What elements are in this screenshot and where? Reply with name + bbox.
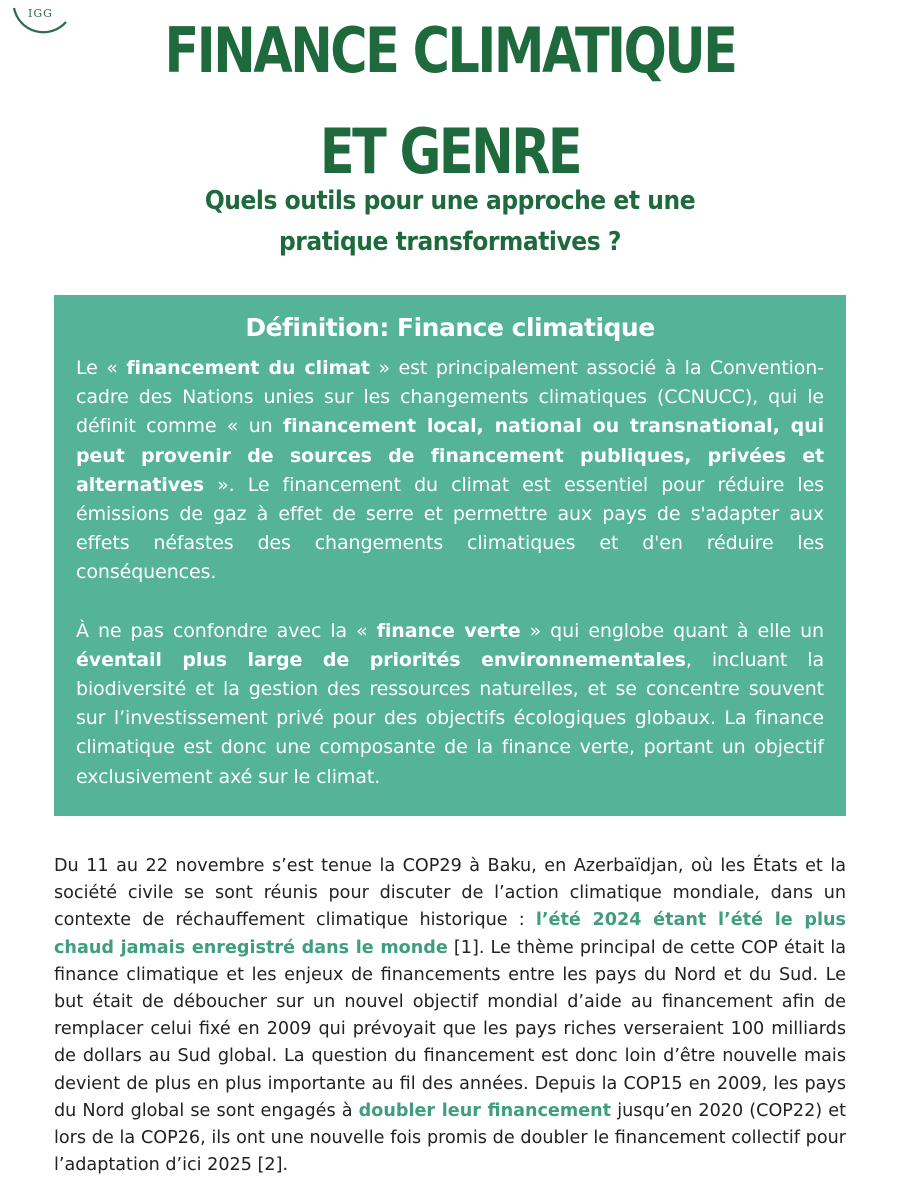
body-highlight-1: l’été 2024 étant l’été le plus chaud jamais enregistré dans le monde bbox=[54, 910, 846, 958]
title-line-2: ET GENRE bbox=[319, 115, 581, 188]
definition-p1-text-1: Le « bbox=[76, 357, 127, 379]
definition-heading: Définition: Finance climatique bbox=[245, 313, 655, 342]
definition-p2-text-1: À ne pas confondre avec la « bbox=[76, 619, 377, 642]
definition-p2-bold-2: éventail plus large de priorités environnementales bbox=[76, 648, 686, 671]
definition-paragraph-2 bbox=[76, 617, 824, 792]
body-text-3: jusqu’en 2020 (COP22) et lors de la COP26, ils ont une nouvelle fois promis de doubler le financement collectif pour l’adaptation d’ici 2025 [2]. bbox=[54, 1100, 846, 1176]
page-subtitle bbox=[45, 181, 855, 263]
logo-text: IGG bbox=[28, 7, 53, 20]
page-title bbox=[81, 0, 819, 202]
subtitle-line-1: Quels outils pour une approche et une bbox=[204, 186, 696, 216]
body-text-2: [1]. Le thème principal de cette COP était la finance climatique et les enjeux de financements entre les pays du Nord et du Sud. Le but était de déboucher sur un nouvel objectif mondial d’aide au financement afin de remplacer celui fixé en 2009 qui prévoyait que les pays riches verseraient 100 milliards de dollars au Sud global. La question du financement est donc loin d’être nouvelle mais devient de plus en plus importante au fil des années. Depuis la COP15 en 2009, les pays du Nord global se sont engagés à bbox=[54, 937, 846, 1121]
subtitle-line-2: pratique transformatives ? bbox=[278, 227, 622, 257]
body-paragraph bbox=[54, 853, 846, 1179]
definition-p2-text-3: , incluant la biodiversité et la gestion des ressources naturelles, et se concentre souvent sur l’investissement privé pour des objectifs écologiques globaux. La finance climatique est donc une composante de la finance verte, portant un objectif exclusivement axé sur le climat. bbox=[76, 648, 824, 788]
definition-p1-text-3: ». Le financement du climat est essentiel pour réduire les émissions de gaz à effet de serre et permettre aux pays de s'adapter aux effets néfastes des changements climatiques et d'en réduire les conséquences. bbox=[76, 473, 824, 584]
title-line-1: FINANCE CLIMATIQUE bbox=[164, 14, 736, 87]
definition-box bbox=[54, 295, 846, 816]
definition-p2-text-2: » qui englobe quant à elle un bbox=[520, 619, 824, 642]
body-highlight-2: doubler leur financement bbox=[358, 1100, 612, 1121]
body-text-1: Du 11 au 22 novembre s’est tenue la COP29 à Baku, en Azerbaïdjan, où les États et la société civile se sont réunis pour discuter de l’action climatique mondiale, dans un contexte de réchauffement climatique historique : bbox=[54, 856, 846, 931]
definition-paragraph-1 bbox=[76, 354, 824, 588]
definition-p2-bold-1: finance verte bbox=[376, 619, 521, 642]
definition-p1-bold-1: financement du climat bbox=[126, 357, 370, 379]
definition-p1-text-2: » est principalement associé à la Convention-cadre des Nations unies sur les changements climatiques (CCNUCC), qui le définit comme « un bbox=[76, 357, 824, 438]
definition-p1-bold-2: financement local, national ou transnational, qui peut provenir de sources de financement publiques, privées et alternatives bbox=[76, 415, 824, 496]
